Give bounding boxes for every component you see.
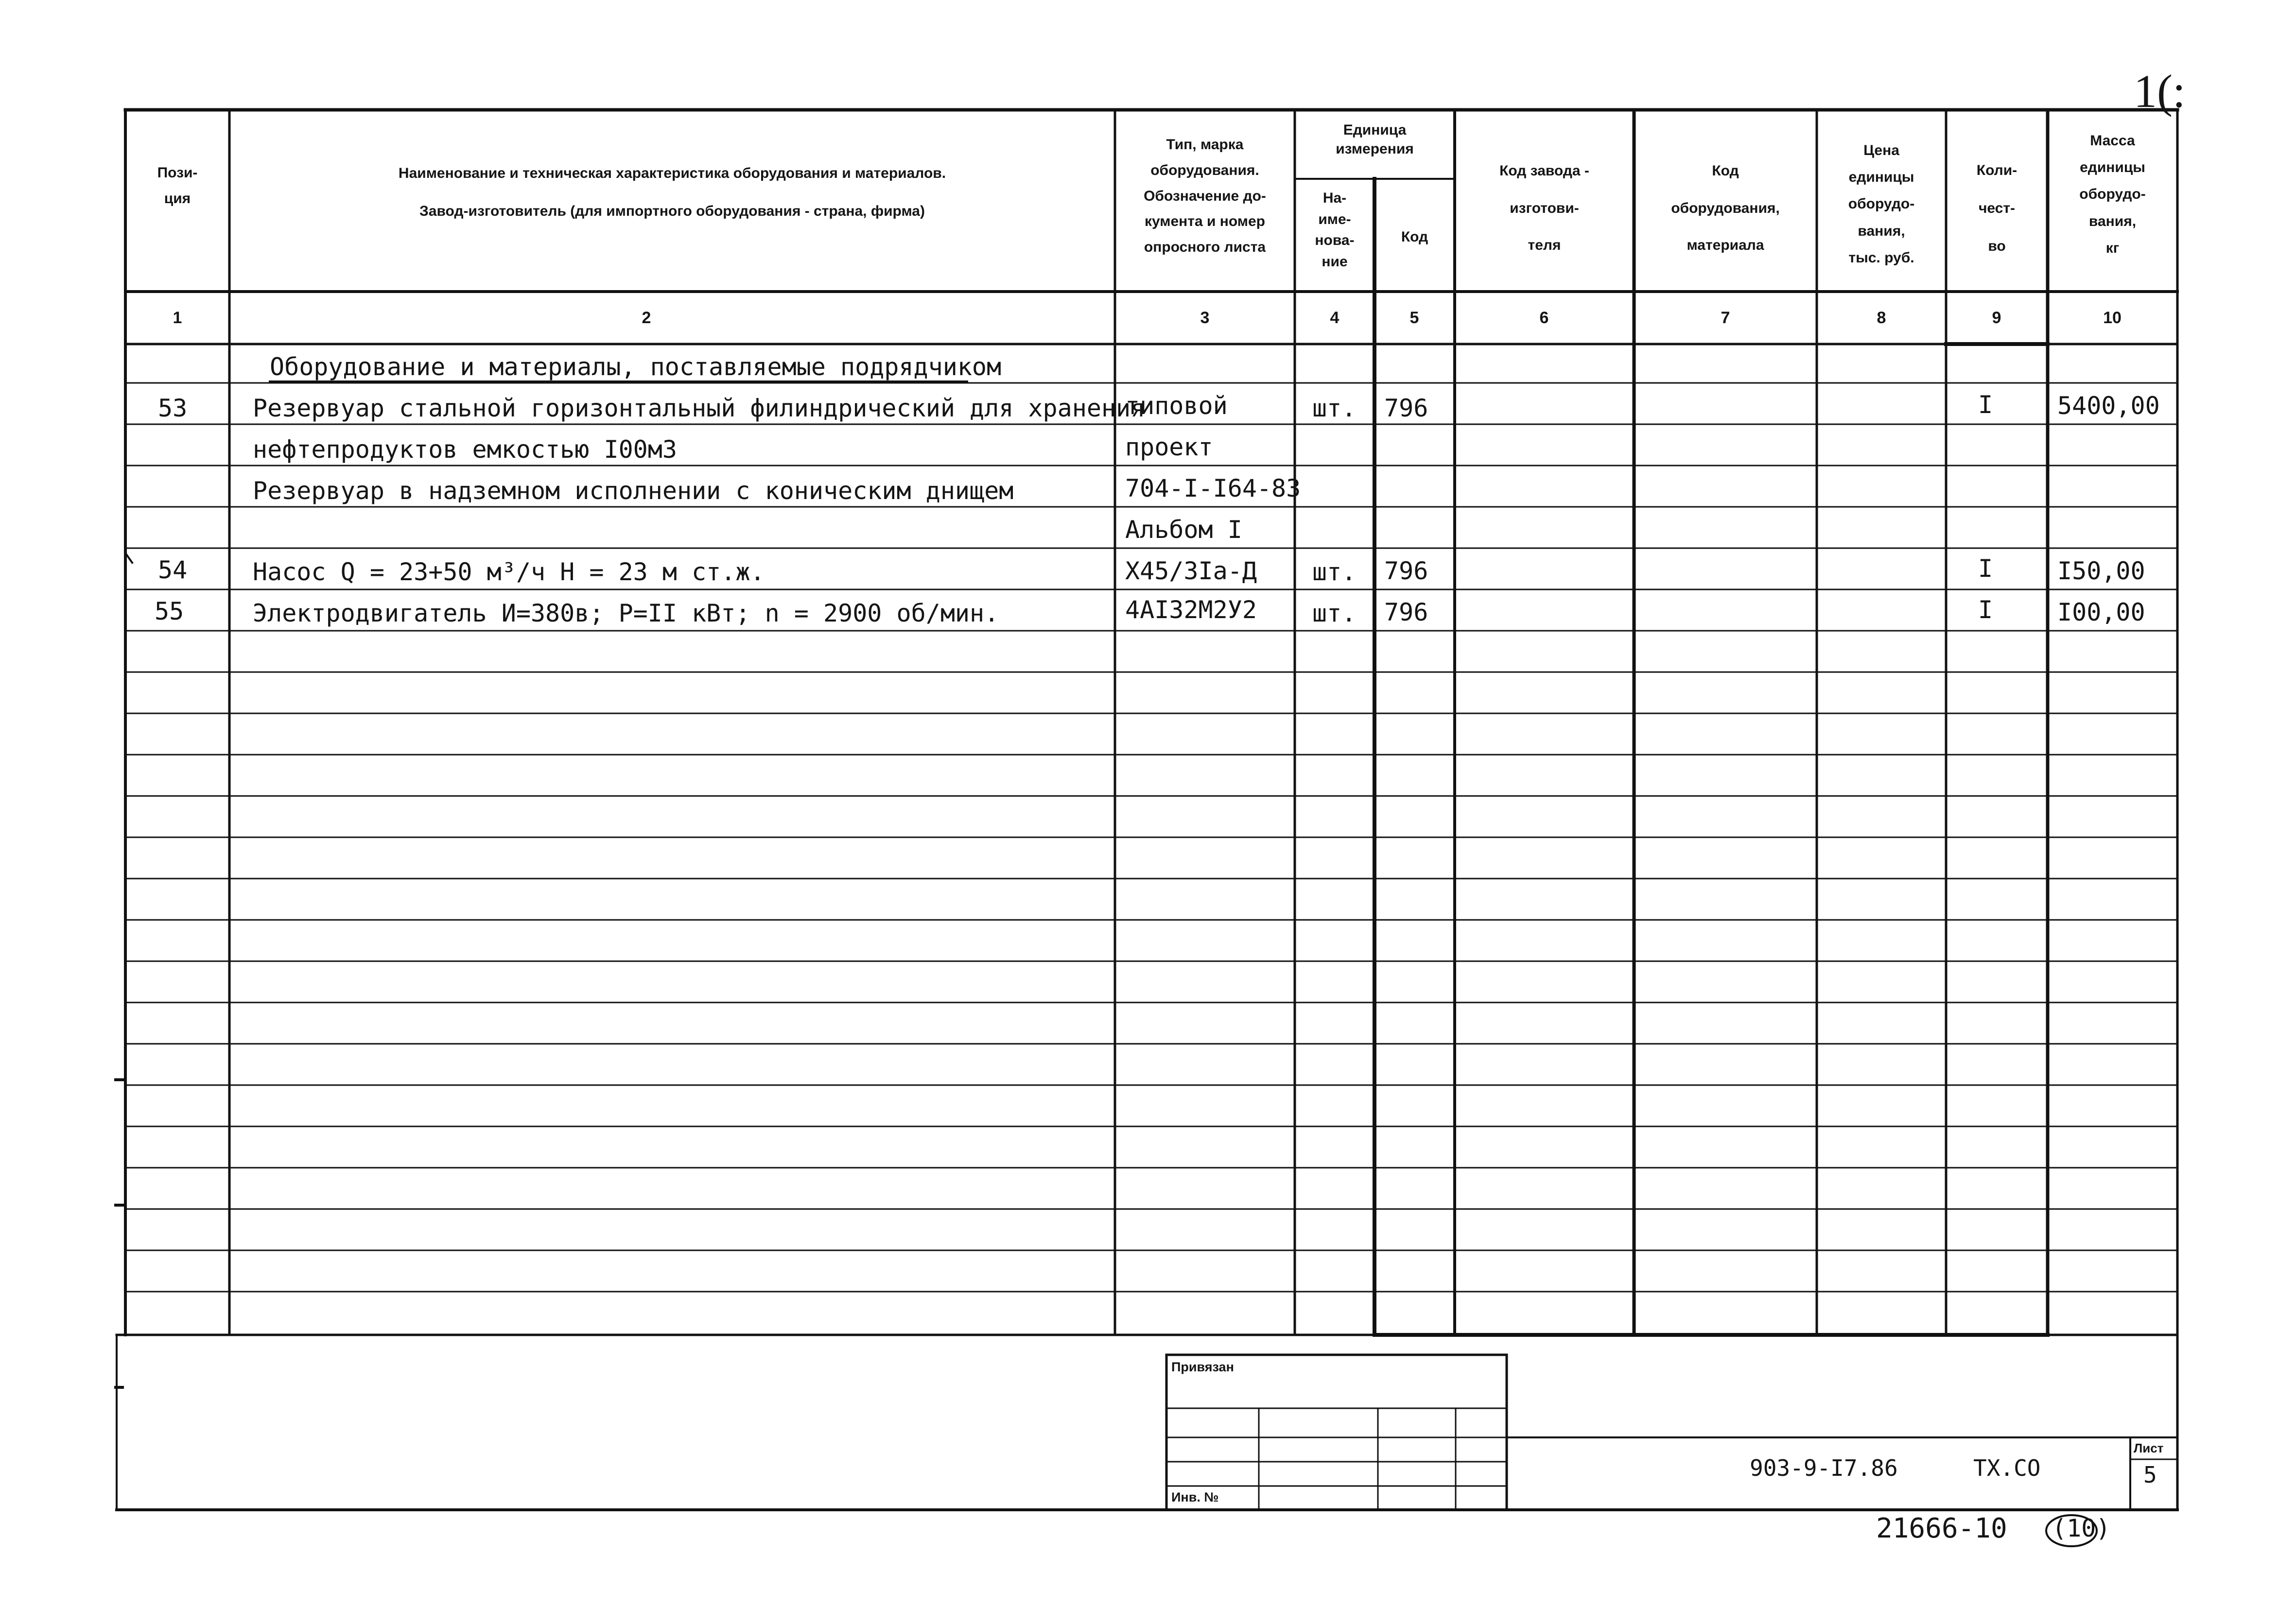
header-position: Пози- ция [157,165,198,207]
row-mass: I00,00 [2057,598,2145,626]
column-number: 5 [1409,309,1419,327]
row-type: проект [1125,433,1213,461]
row-mass: I50,00 [2057,557,2145,585]
row-type: Альбом I [1125,516,1242,544]
row-type: Х45/3Iа-Д [1125,557,1257,585]
header-unit-code: Код [1401,229,1428,245]
header-equipment-code: Код оборудования, материала [1671,163,1780,253]
row-name: Резервуар в надземном исполнении с коническим днищем [253,477,1014,505]
row-unit: шт. [1312,599,1357,627]
row-mass: 5400,00 [2057,392,2160,420]
row-position: 53 [158,394,188,422]
header-name: Наименование и техническая характеристика оборудования и материалов. Завод-изготовитель (для импортного оборудования - страна, фирма) [398,165,946,219]
row-quantity: I [1978,596,1993,624]
header-price: Цена единицы оборудо- вания, тыс. руб. [1848,142,1915,266]
header-quantity: Коли- чест- во [1976,162,2018,254]
document-code: 903-9-I7.86 [1750,1455,1898,1481]
row-position: 55 [155,597,184,625]
header-factory-code: Код завода - изготови- теля [1499,163,1589,253]
archive-sheet-number: (10) [2052,1514,2111,1542]
row-name: Резервуар стальной горизонтальный филиндрический для хранения [253,394,1146,422]
row-name: нефтепродуктов емкостью I00м3 [253,435,677,464]
sheet-number: 5 [2143,1462,2157,1488]
document-type: ТХ.СО [1973,1455,2041,1481]
stamp-bound-label: Привязан [1171,1360,1234,1374]
column-number: 8 [1877,309,1886,327]
header-mass: Масса единицы оборудо- вания, кг [2079,133,2146,256]
row-type: типовой [1125,392,1228,420]
column-number: 9 [1992,309,2001,327]
header-unit-group: Единица измерения [1336,122,1414,157]
archive-number: 21666-10 [1876,1513,2007,1544]
section-title: Оборудование и материалы, поставляемые подрядчиком [270,353,1002,381]
column-number: 7 [1721,309,1730,327]
stamp-inventory-label: Инв. № [1171,1490,1219,1504]
column-number: 4 [1330,309,1339,327]
column-number: 2 [642,309,651,327]
sheet-corner-mark: 1(: [2134,65,2186,117]
row-unit-code: 796 [1384,394,1428,422]
row-unit-code: 796 [1384,598,1428,626]
row-unit: шт. [1312,394,1357,422]
row-quantity: I [1978,554,1993,583]
row-position: 54 [158,556,188,584]
row-unit-code: 796 [1384,557,1428,585]
column-number: 10 [2103,309,2122,327]
row-type: 704-I-I64-83 [1125,474,1301,502]
header-unit-name: На- име- нова- ние [1315,190,1355,270]
column-number: 1 [173,309,182,327]
header-type: Тип, марка оборудования. Обозначение до- кумента и номер опросного листа [1144,137,1266,256]
row-name: Электродвигатель И=380в; Р=II кВт; n = 2900 об/мин. [253,599,999,627]
column-number: 3 [1200,309,1210,327]
row-name: Насос Q = 23+50 м³/ч H = 23 м ст.ж. [253,558,765,586]
row-quantity: I [1978,391,1993,419]
column-number: 6 [1539,309,1549,327]
row-unit: шт. [1312,558,1357,586]
sheet-label: Лист [2134,1441,2164,1455]
row-type: 4АI32М2У2 [1125,596,1257,624]
